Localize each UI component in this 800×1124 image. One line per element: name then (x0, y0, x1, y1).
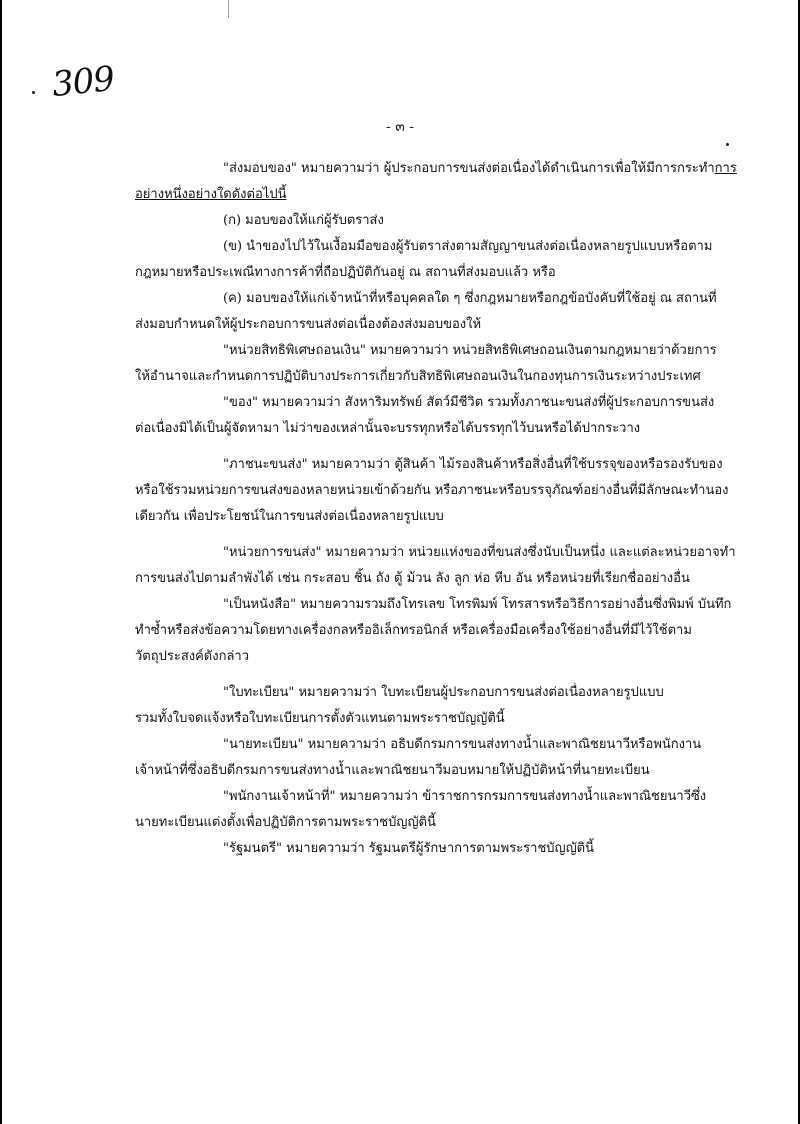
paragraph-container-definition: "ภาชนะขนส่ง" หมายความว่า ตู้สินค้า ไม้รองสินค้าหรือสิ่งอื่นที่ใช้บรรจุของหรือรองรับของ (223, 457, 723, 472)
scan-dot (726, 143, 729, 146)
paragraph-item-ka: (ก) มอบของให้แก่ผู้รับตราส่ง (223, 213, 384, 228)
paragraph-item-kho: (ข) นำของไปไว้ในเงื้อมมือของผู้รับตราส่งตามสัญญาขนส่งต่อเนื่องหลายรูปแบบหรือตาม (223, 239, 713, 254)
handwritten-page-number: 309 (50, 58, 116, 106)
paragraph-transport-unit-definition: "หน่วยการขนส่ง" หมายความว่า หน่วยแห่งของที่ขนส่งซึ่งนับเป็นหนึ่ง และแต่ละหน่วยอาจทำ (223, 545, 736, 560)
document-body: "ส่งมอบของ" หมายความว่า ผู้ประกอบการขนส่งต่อเนื่องได้ดำเนินการเพื่อให้มีการกระทำการ อย่างหนึ่งอย่างใดดังต่อไปนี้ (ก) มอบของให้แก่ผู้รับตราส่ง (ข) นำของไปไว้ในเงื้อมมือของผู้รับตราส่งตามสัญญาขนส่งต่อเนื่องหลายรูปแบบหรือตาม กฎหมายหรือประเพณีทางการค้าที่ถือปฏิบัติกันอยู่ ณ สถานที่ส่งมอบแล้ว หรือ (ค) มอบของให้แก่เจ้าหน้าที่หรือบุคคลใด ๆ ซึ่งกฎหมายหรือกฎข้อบังคับที่ใช้อยู่ ณ สถานที่ ส่งมอบกำหนดให้ผู้ประกอบการขนส่งต่อเนื่องต้องส่งมอบของให้ "หน่วยสิทธิพิเศษถอนเงิน" หมายความว่า หน่วยสิทธิพิเศษถอนเงินตามกฎหมายว่าด้วยการ ให้อำนาจและกำหนดการปฏิบัติบางประการเกี่ยวกับสิทธิพิเศษถอนเงินในกองทุนการเงินระหว่างประเทศ "ของ" หมายความว่า สังหาริมทรัพย์ สัตว์มีชีวิต รวมทั้งภาชนะขนส่งที่ผู้ประกอบการขนส่ง ต่อเนื่องมิได้เป็นผู้จัดหามา ไม่ว่าของเหล่านั้นจะบรรทุกหรือได้บรรทุกไว้บนหรือได้ปากระวาง "ภาชนะขนส่ง" หมายความว่า ตู้สินค้า ไม้รองสินค้าหรือสิ่งอื่นที่ใช้บรรจุของหรือรองรับของ หรือใช้รวมหน่วยการขนส่งของหลายหน่วยเข้าด้วยกัน หรือภาชนะหรือบรรจุภัณฑ์อย่างอื่นที่มีลักษณะทำนอง เดียวกัน เพื่อประโยชน์ในการขนส่งต่อเนื่องหลายรูปแบบ "หน่วยการขนส่ง" หมายความว่า หน่วยแห่งของที่ขนส่งซึ่งนับเป็นหนึ่ง และแต่ละหน่วยอาจทำ การขนส่งไปตามลำพังได้ เช่น กระสอบ ชิ้น ถัง ตู้ ม้วน ลัง ลูก ห่อ หีบ อัน หรือหน่วยที่เรียกชื่ออย่างอื่น "เป็นหนังสือ" หมายความรวมถึงโทรเลข โทรพิมพ์ โทรสารหรือวิธีการอย่างอื่นซึ่งพิมพ์ บันทึก ทำซ้ำหรือส่งข้อความโดยทางเครื่องกลหรืออิเล็กทรอนิกส์ หรือเครื่องมือเครื่องใช้อย่างอื่นที่มีไว้ใช้ตาม วัตถุประสงค์ดังกล่าว "ใบทะเบียน" หมายความว่า ใบทะเบียนผู้ประกอบการขนส่งต่อเนื่องหลายรูปแบบ รวมทั้งใบจดแจ้งหรือใบทะเบียนการตั้งตัวแทนตามพระราชบัญญัตินี้ "นายทะเบียน" หมายความว่า อธิบดีกรมการขนส่งทางน้ำและพาณิชยนาวีหรือพนักงาน เจ้าหน้าที่ซึ่งอธิบดีกรมการขนส่งทางน้ำและพาณิชยนาวีมอบหมายให้ปฏิบัติหน้าที่นายทะเบียน "พนักงานเจ้าหน้าที่" หมายความว่า ข้าราชการกรมการขนส่งทางน้ำและพาณิชยนาวีซึ่ง นายทะเบียนแต่งตั้งเพื่อปฏิบัติการตามพระราชบัญญัตินี้ "รัฐมนตรี" หมายความว่า รัฐมนตรีผู้รักษาการตามพระราชบัญญัตินี้ (135, 156, 755, 862)
paragraph-item-kho-khwai: (ค) มอบของให้แก่เจ้าหน้าที่หรือบุคคลใด ๆ ซึ่งกฎหมายหรือกฎข้อบังคับที่ใช้อยู่ ณ สถานที่ (223, 291, 717, 306)
paragraph-registrar-definition: "นายทะเบียน" หมายความว่า อธิบดีกรมการขนส่งทางน้ำและพาณิชยนาวีหรือพนักงาน (223, 737, 702, 752)
paragraph-minister-definition: "รัฐมนตรี" หมายความว่า รัฐมนตรีผู้รักษาการตามพระราชบัญญัตินี้ (223, 841, 594, 856)
paragraph-sdr-definition: "หน่วยสิทธิพิเศษถอนเงิน" หมายความว่า หน่วยสิทธิพิเศษถอนเงินตามกฎหมายว่าด้วยการ (223, 343, 717, 358)
page-number: - ๓ - (386, 119, 414, 135)
paragraph-in-writing-definition: "เป็นหนังสือ" หมายความรวมถึงโทรเลข โทรพิมพ์ โทรสารหรือวิธีการอย่างอื่นซึ่งพิมพ์ บันทึก (223, 597, 732, 612)
paragraph-official-definition: "พนักงานเจ้าหน้าที่" หมายความว่า ข้าราชการกรมการขนส่งทางน้ำและพาณิชยนาวีซึ่ง (223, 789, 707, 804)
paragraph-delivery-definition: "ส่งมอบของ" หมายความว่า ผู้ประกอบการขนส่งต่อเนื่องได้ดำเนินการเพื่อให้มีการกระทำการ (223, 161, 737, 176)
underlined-phrase: อย่างหนึ่งอย่างใดดังต่อไปนี้ (135, 187, 287, 202)
scan-dot (32, 91, 35, 94)
paragraph-goods-definition: "ของ" หมายความว่า สังหาริมทรัพย์ สัตว์มีชีวิต รวมทั้งภาชนะขนส่งที่ผู้ประกอบการขนส่ง (223, 395, 715, 410)
scan-artifact-line (228, 0, 229, 18)
paragraph-registration-definition: "ใบทะเบียน" หมายความว่า ใบทะเบียนผู้ประกอบการขนส่งต่อเนื่องหลายรูปแบบ (223, 685, 664, 700)
scan-edge-left (0, 0, 2, 1124)
